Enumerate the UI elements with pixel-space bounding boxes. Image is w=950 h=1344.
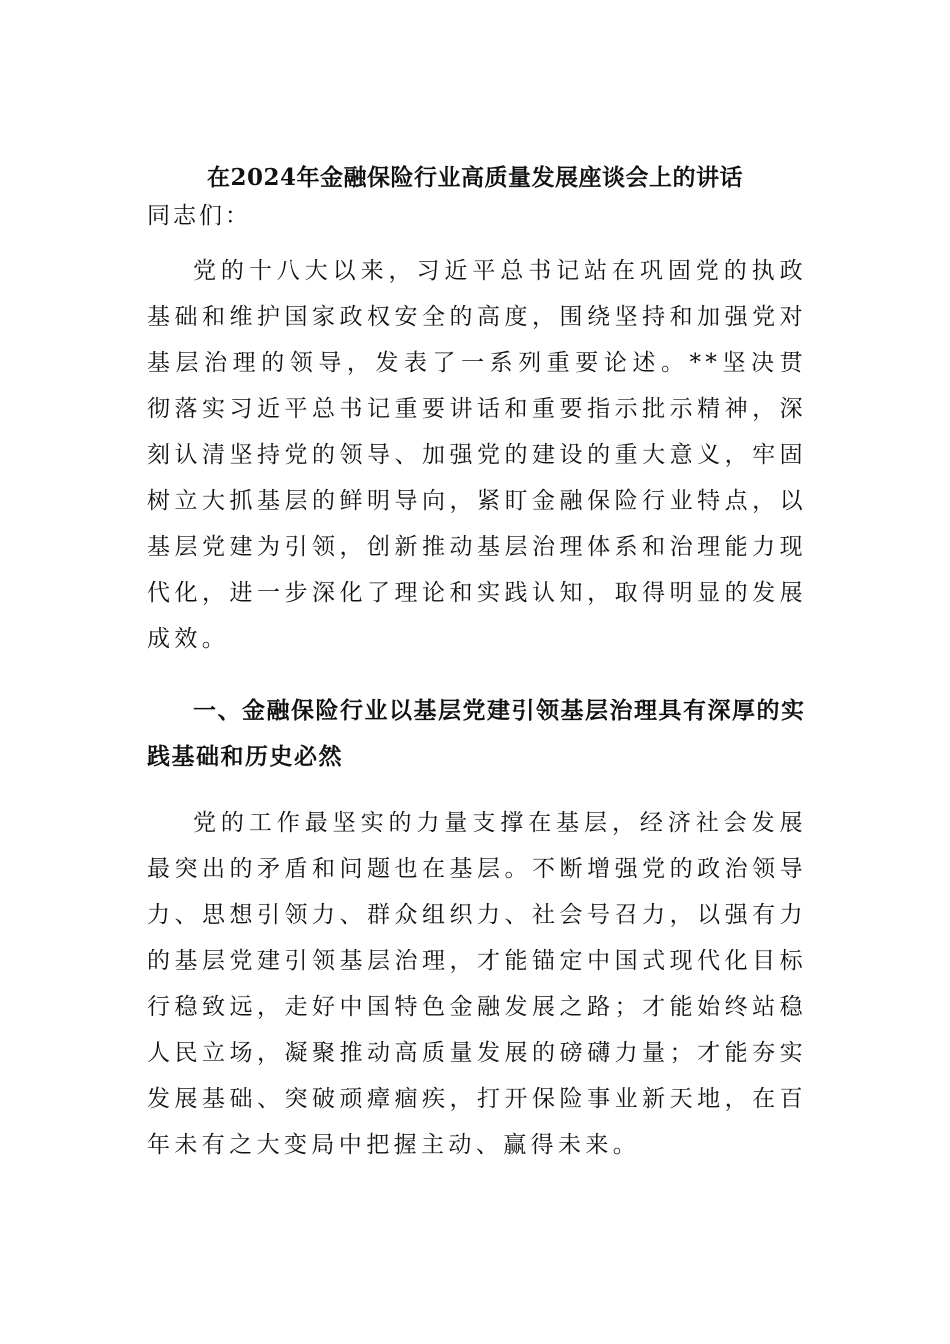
section-heading-1: 一、金融保险行业以基层党建引领基层治理具有深厚的实践基础和历史必然 [147, 697, 806, 770]
salutation: 同志们： [147, 203, 251, 229]
paragraph-intro: 党的十八大以来，习近平总书记站在巩固党的执政基础和维护国家政权安全的高度，围绕坚持和加强党对基层治理的领导，发表了一系列重要论述。**坚决贯彻落实习近平总书记重要讲话和重要指示批示精神，深刻认清坚持党的领导、加强党的建设的重大意义，牢固树立大抓基层的鲜明导向，紧盯金融保险行业特点，以基层党建为引领，创新推动基层治理体系和治理能力现代化，进一步深化了理论和实践认知，取得明显的发展成效。 [147, 258, 807, 652]
document-title: 在2024年金融保险行业高质量发展座谈会上的讲话 [206, 164, 743, 191]
paragraph-section-1: 党的工作最坚实的力量支撑在基层，经济社会发展最突出的矛盾和问题也在基层。不断增强党的政治领导力、思想引领力、群众组织力、社会号召力，以强有力的基层党建引领基层治理，才能锚定中国式现代化目标行稳致远，走好中国特色金融发展之路；才能始终站稳人民立场，凝聚推动高质量发展的磅礴力量；才能夯实发展基础、突破顽瘴痼疾，打开保险事业新天地，在百年未有之大变局中把握主动、赢得未来。 [147, 810, 807, 1158]
